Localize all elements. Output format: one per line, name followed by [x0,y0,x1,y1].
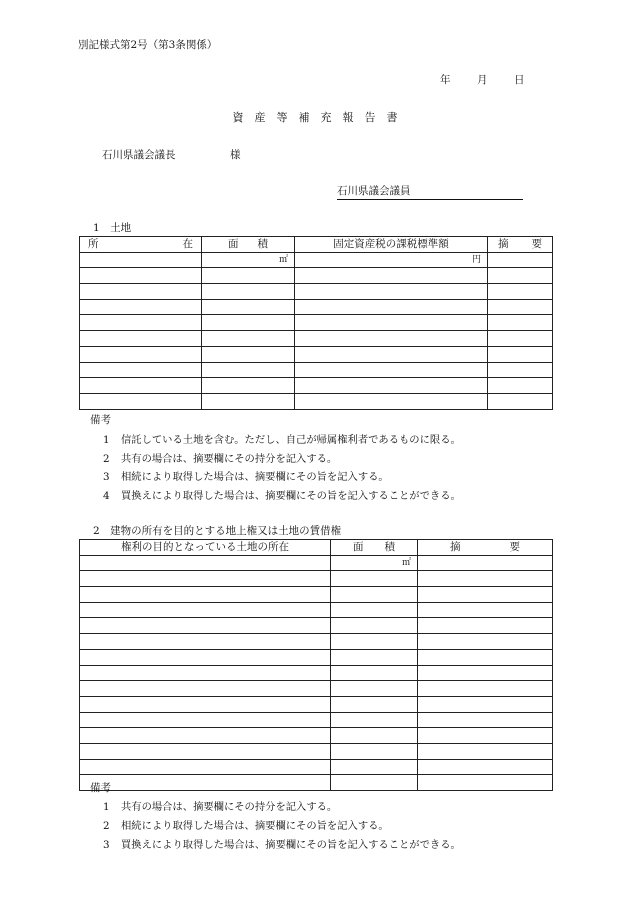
note1-item-1: 1 信託している土地を含む。ただし、自己が帰属権利者であるものに限る。 [103,434,461,446]
table-row [80,555,553,571]
table-cell[interactable] [295,331,488,347]
table-row [80,346,553,362]
land-table-header [80,237,553,253]
table-row [80,299,553,315]
table-cell[interactable] [295,268,488,284]
column-header-leasehold-location: 権利の目的となっている土地の所在 [80,540,331,556]
table-cell[interactable] [80,775,331,791]
date-day-label: 日 [514,74,525,86]
table-row [80,252,553,268]
table-cell[interactable] [488,315,553,331]
table-cell[interactable] [418,696,553,712]
date-line [440,72,525,87]
table-cell[interactable] [331,649,418,665]
table-row [80,728,553,744]
table-cell[interactable] [80,268,202,284]
table-cell[interactable] [80,743,331,759]
table-cell[interactable] [295,299,488,315]
table-row [80,696,553,712]
table-cell[interactable] [488,284,553,300]
table-cell[interactable] [418,649,553,665]
table-cell[interactable] [418,743,553,759]
table-cell[interactable] [80,602,331,618]
table-cell[interactable] [295,378,488,394]
table-cell[interactable] [331,602,418,618]
table-cell[interactable] [295,362,488,378]
table-cell[interactable] [80,393,202,409]
table-cell[interactable] [80,587,331,603]
table-cell[interactable] [80,696,331,712]
table-cell[interactable] [80,555,331,571]
table-cell[interactable] [202,284,295,300]
table-cell[interactable] [295,393,488,409]
table-cell[interactable] [202,362,295,378]
table-cell[interactable] [331,775,418,791]
table-row [80,712,553,728]
table-cell[interactable] [418,681,553,697]
table-cell[interactable] [418,712,553,728]
table-cell[interactable] [202,315,295,331]
table-row [80,681,553,697]
document-title: 資 産 等 補 充 報 告 書 [232,111,398,124]
table-cell[interactable] [418,602,553,618]
table-cell[interactable] [80,331,202,347]
table-cell[interactable] [80,378,202,394]
table-cell[interactable] [418,555,553,571]
leasehold-table [79,539,553,791]
table-cell[interactable] [331,618,418,634]
table-cell[interactable] [331,743,418,759]
land-table [79,236,553,410]
submitter-line: 石川県議会議員 [337,183,523,200]
table-cell[interactable] [488,299,553,315]
table-cell[interactable] [331,587,418,603]
table-cell[interactable] [418,587,553,603]
table-cell[interactable] [80,649,331,665]
table-cell[interactable] [488,252,553,268]
table-row [80,618,553,634]
table-cell[interactable] [202,346,295,362]
table-cell[interactable] [80,315,202,331]
table-cell[interactable] [202,378,295,394]
honorific: 様 [230,149,241,161]
table-cell[interactable] [488,331,553,347]
table-cell[interactable] [331,634,418,650]
table-cell[interactable] [418,571,553,587]
table-cell[interactable] [295,346,488,362]
table-cell[interactable] [418,618,553,634]
table-row [80,775,553,791]
column-header-leasehold-remarks: 摘 要 [418,540,553,556]
unit-label: ㎡ [331,555,418,571]
table-row [80,378,553,394]
table-row [80,571,553,587]
table-cell[interactable] [80,252,202,268]
table-row [80,284,553,300]
table-row [80,743,553,759]
addressee: 石川県議会議長 [102,149,176,161]
table-cell[interactable] [80,712,331,728]
note2-item-1: 1 共有の場合は、摘要欄にその持分を記入する。 [103,801,338,813]
note1-item-4: 4 買換えにより取得した場合は、摘要欄にその旨を記入することができる。 [103,490,461,502]
table-cell[interactable] [202,393,295,409]
table-cell[interactable] [488,393,553,409]
table-cell[interactable] [331,681,418,697]
section2-heading: 2 建物の所有を目的とする地上権又は土地の賃借権 [93,525,342,537]
table-cell[interactable] [80,618,331,634]
table-cell[interactable] [488,346,553,362]
notes1-heading: 備考 [90,414,111,426]
table-row [80,587,553,603]
table-cell[interactable] [331,728,418,744]
table-row [80,331,553,347]
table-cell[interactable] [418,759,553,775]
table-cell[interactable] [202,268,295,284]
table-cell[interactable] [331,696,418,712]
unit-label: ㎡ [202,252,295,268]
table-row [80,362,553,378]
table-cell[interactable] [295,284,488,300]
notes2-heading: 備考 [90,782,111,794]
table-row [80,393,553,409]
table-cell[interactable] [80,634,331,650]
table-cell[interactable] [488,362,553,378]
table-cell[interactable] [80,759,331,775]
note2-item-3: 3 買換えにより取得した場合は、摘要欄にその旨を記入することができる。 [103,839,461,851]
table-cell[interactable] [331,759,418,775]
table-cell[interactable] [418,775,553,791]
table-cell[interactable] [202,331,295,347]
table-cell[interactable] [80,665,331,681]
table-cell[interactable] [80,728,331,744]
table-row [80,665,553,681]
table-cell[interactable] [202,299,295,315]
table-cell[interactable] [331,571,418,587]
date-month-label: 月 [477,74,488,86]
column-header-location: 所 在 [80,237,202,253]
table-cell[interactable] [295,315,488,331]
table-cell[interactable] [80,362,202,378]
note1-item-3: 3 相続により取得した場合は、摘要欄にその旨を記入する。 [103,471,389,483]
table-cell[interactable] [418,665,553,681]
table-cell[interactable] [418,728,553,744]
table-row [80,268,553,284]
form-number: 別記様式第2号（第3条関係） [78,39,218,51]
table-cell[interactable] [80,571,331,587]
table-row [80,634,553,650]
table-row [80,602,553,618]
column-header-remarks: 摘 要 [488,237,553,253]
table-cell[interactable] [418,634,553,650]
table-cell[interactable] [331,712,418,728]
note2-item-2: 2 相続により取得した場合は、摘要欄にその旨を記入する。 [103,820,389,832]
date-year-label: 年 [440,74,451,86]
column-header-tax-base: 固定資産税の課税標準額 [295,237,488,253]
note1-item-2: 2 共有の場合は、摘要欄にその持分を記入する。 [103,453,338,465]
table-cell[interactable] [331,665,418,681]
table-cell[interactable] [80,681,331,697]
unit-label: 円 [295,252,488,268]
table-cell[interactable] [80,299,202,315]
table-cell[interactable] [80,284,202,300]
column-header-leasehold-area: 面 積 [331,540,418,556]
table-cell[interactable] [80,346,202,362]
table-cell[interactable] [488,268,553,284]
section1-heading: 1 土地 [93,222,132,234]
table-row [80,759,553,775]
table-row [80,649,553,665]
leasehold-table-header [80,540,553,556]
table-row [80,315,553,331]
table-cell[interactable] [488,378,553,394]
column-header-area: 面 積 [202,237,295,253]
